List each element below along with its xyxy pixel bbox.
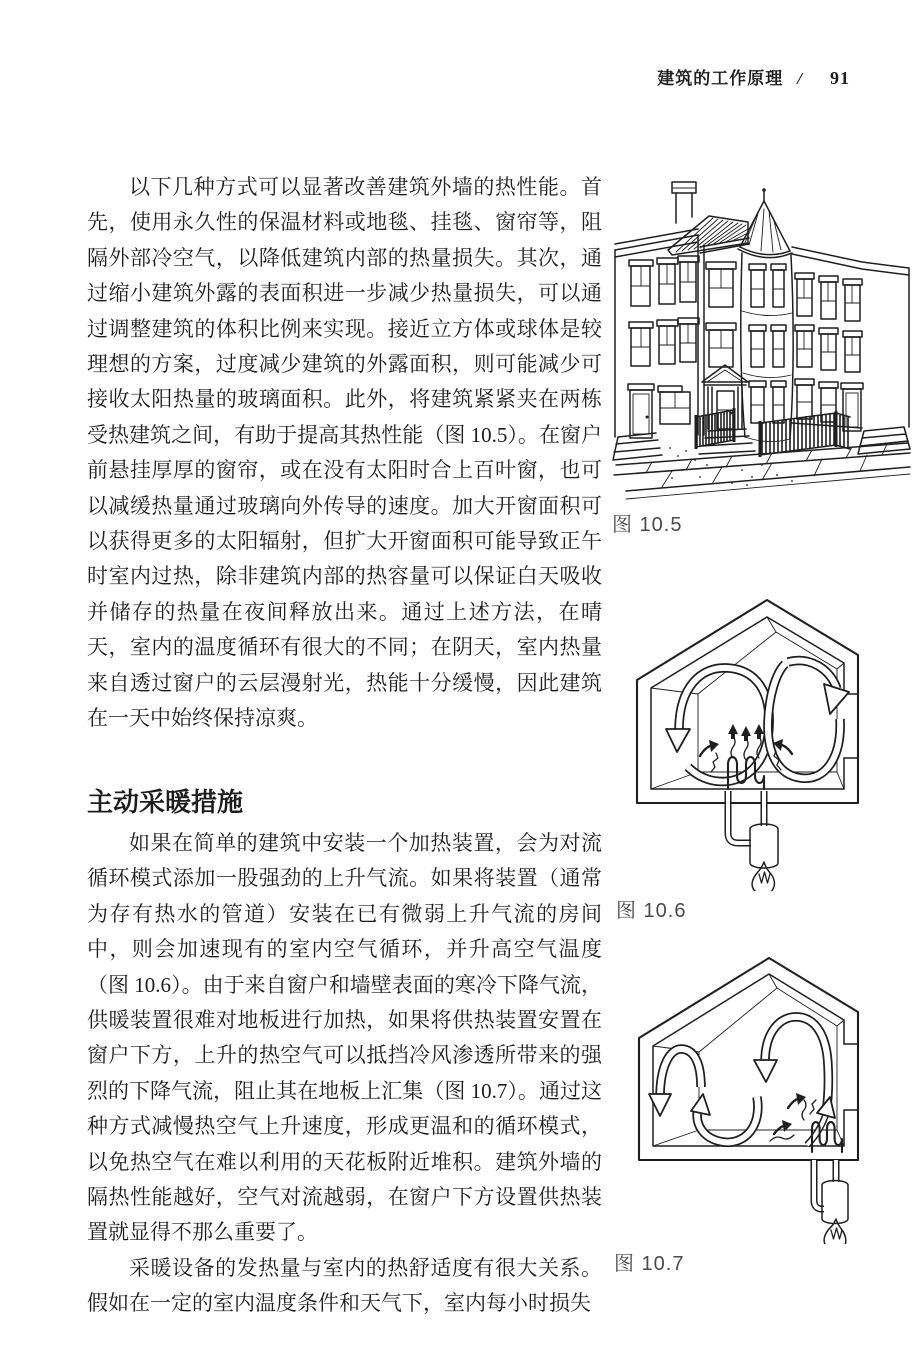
- right-convection-loop-arrow: [768, 661, 849, 779]
- figure-10-6: [616, 586, 908, 923]
- running-header: [0, 64, 850, 89]
- convection-room-illustration: [616, 586, 908, 891]
- turret: [738, 188, 793, 441]
- figure-10-7: [614, 948, 914, 1276]
- left-arch-arrow: [649, 1049, 701, 1116]
- article-text: [87, 170, 602, 1322]
- left-building: [613, 229, 699, 460]
- boiler-and-pipes: [814, 1160, 848, 1244]
- townhouse-illustration: [612, 165, 912, 505]
- left-convection-loop-arrow: [666, 668, 769, 782]
- window-heater-room-illustration: [614, 948, 914, 1244]
- ceiling-arch-arrow: [754, 1017, 828, 1113]
- paragraph-heat-output: 采暖设备的发热量与室内的热舒适度有很大关系。假如在一定的室内温度条件和天气下，室内每小时损失: [87, 1255, 602, 1316]
- header-separator: /: [797, 69, 802, 88]
- center-curl-arrow: [691, 1094, 758, 1142]
- page-number: 91: [830, 68, 850, 88]
- boiler-and-pipes: [728, 791, 778, 891]
- figure-caption: 图 10.5: [612, 514, 683, 536]
- roof-and-chimney: [668, 182, 749, 255]
- figure-caption: 图 10.7: [614, 1253, 685, 1275]
- figure-10-5: [612, 165, 912, 537]
- figure-caption: 图 10.6: [616, 900, 687, 922]
- paragraph-passive-measures: 以下几种方式可以显著改善建筑外墙的热性能。首先，使用永久性的保温材料或地毯、挂毯、窗帘等，阻隔外部冷空气，以降低建筑内部的热量损失。其次，通过缩小建筑外露的表面积进一步减少热量损失，可以通过调整建筑的体积比例来实现。接近立方体或球体是较理想的方案，过度减少建筑的外露面积，则可能减少可接收太阳热量的玻璃面积。此外，将建筑紧紧夹在两栋受热建筑之间，有助于提高其热性能（图 10.5）。在窗户前悬挂厚厚的窗帘，或在没有太阳时合上百叶窗，也可以减缓热量通过玻璃向外传导的速度。加大开窗面积可以获得更多的太阳辐射，但扩大开窗面积可能导致正午时室内过热，除非建筑内部的热容量可以保证白天吸收并储存的热量在夜间释放出来。通过上述方法，在晴天，室内的温度循环有很大的不同；在阴天，室内热量来自透过窗户的云层漫射光，热能十分缓慢，因此建筑在一天中始终保持凉爽。: [87, 175, 602, 731]
- paragraph-active-heating: 如果在简单的建筑中安装一个加热装置，会为对流循环模式添加一股强劲的上升气流。如果将装置（通常为存有热水的管道）安装在已有微弱上升气流的房间中，则会加速现有的室内空气循环，并升高空气温度（图 10.6）。由于来自窗户和墙壁表面的寒冷下降气流，供暖装置很难对地板进行加热，如果将供热装置安置在窗户下方，上升的热空气可以抵挡冷风渗透所带来的强烈的下降气流，阻止其在地板上汇集（图 10.7）。通过这种方式减慢热空气上升速度，形成更温和的循环模式，以免热空气在难以利用的天花板附近堆积。建筑外墙的隔热性能越好，空气对流越弱，在窗户下方设置供热装置就显得不那么重要了。: [87, 831, 602, 1245]
- running-title: 建筑的工作原理: [657, 69, 784, 88]
- section-heading: 主动采暖措施: [87, 786, 244, 817]
